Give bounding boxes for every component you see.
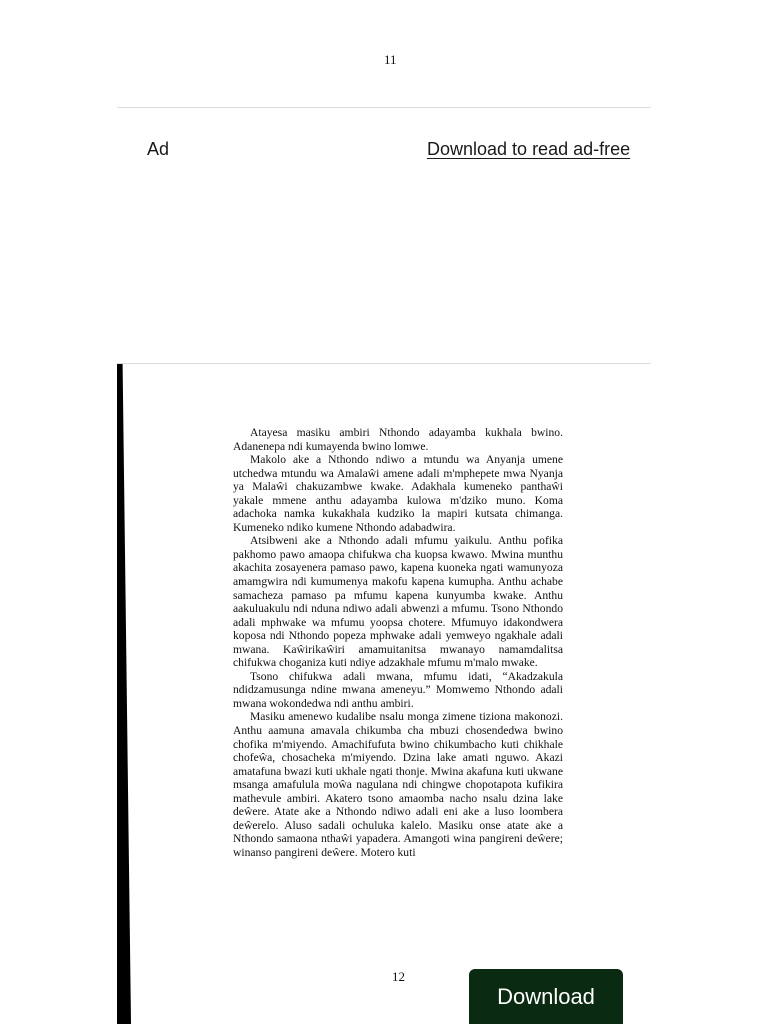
- page-edge-shadow: [117, 364, 131, 1024]
- paragraph: Atayesa masiku ambiri Nthondo adayamba kukhala bwino. Adanenepa ndi kumayenda bwino lomwe.: [233, 426, 563, 453]
- page-number-top: 11: [384, 52, 397, 67]
- paragraph: Tsono chifukwa adali mwana, mfumu idati, “Akadzakula ndidzamusunga ndine mwana ameneyu.” Momwemo Nthondo adali mwana wokondedwa ndi anthu ambiri.: [233, 669, 563, 710]
- ad-label: Ad: [147, 139, 170, 159]
- document-body: [233, 426, 563, 860]
- download-ad-free-link[interactable]: Download to read ad-free: [427, 139, 631, 159]
- paragraph: Masiku amenewo kudalibe nsalu monga zimene tiziona makonozi. Anthu aamuna amavala chikumba cha mbuzi chosendedwa bwino chofika m'miyendo. Amachifufuta bwino chikumbacho kuti chikhale chofeŵa, chosacheka m'miyendo. Dzina lake amati nguwo. Akazi amatafuna bwazi kuti ukhale ngati thonje. Mwina akafuna kuti ukwane msanga amafulula moŵa nagulana ndi chingwe chopotapota kufikira mathevule ambiri. Akatero tsono amaomba nacho nsalu dzina lake deŵere. Atate ake a Nthondo ndiwo adali eni ake a luso loombera deŵerelo. Aluso sadali ochuluka kalelo. Masiku onse atate ake a Nthondo samaona nthaŵi yapadera. Amangoti wina pangireni deŵere; winanso pangireni deŵere. Motero kuti: [233, 710, 563, 859]
- page-number-bottom: 12: [392, 969, 405, 984]
- paragraph: Atsibweni ake a Nthondo adali mfumu yaikulu. Anthu pofika pakhomo pawo amaopa chifukwa cha kuopsa kwawo. Mwina munthu akachita zosayenera pamaso pawo, kapena kuoneka ngati wamunyoza amamgwira ndi kumumenya makofu kapena kumupha. Anthu achabe samacheza pamaso pa mfumu kapena kunyumba kwake. Anthu aakuluakulu ndi nduna ndiwo adali abwenzi a mfumu. Tsono Nthondo adali mphwake wa mfumu yoopsa chotere. Mfumuyo idakondwera koposa ndi Nthondo popeza mphwake adali yemweyo ngakhale adali mwana. Kaŵirikaŵiri amamuitanitsa mwanayo namamdalitsa chifukwa choganiza kuti ndiye adzakhale mfumu m'malo mwake.: [233, 534, 563, 670]
- paragraph: Makolo ake a Nthondo ndiwo a mtundu wa Anyanja umene utchedwa mtundu wa Amalaŵi amene adali m'mphepete mwa Nyanja ya Malaŵi chakuzambwe kwake. Adakhala kumeneko panthaŵi yakale mmene anthu adayamba kulowa m'dziko muno. Koma adachoka namka kukakhala kudziko la mapiri kutsata chimanga. Kumeneko ndiko kumene Nthondo adabadwira.: [233, 453, 563, 534]
- download-button[interactable]: Download: [469, 969, 623, 1024]
- ad-divider-top: [117, 107, 651, 108]
- ad-divider-bottom: [117, 363, 651, 364]
